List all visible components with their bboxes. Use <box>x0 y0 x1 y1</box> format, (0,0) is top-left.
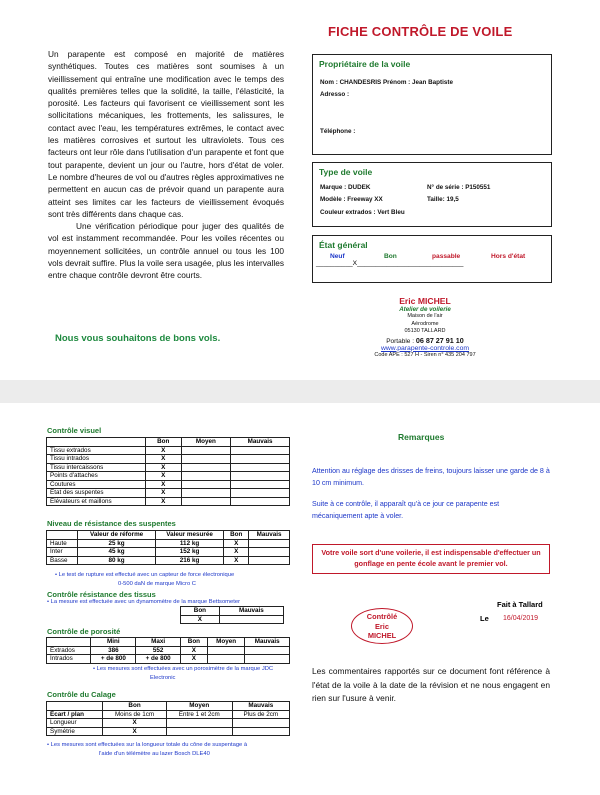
table-cell: 386 <box>91 646 136 655</box>
owner-address: Adresso : <box>320 91 350 98</box>
table-cell: X <box>103 719 167 728</box>
table-header <box>47 438 146 447</box>
table-cell: X <box>146 472 182 481</box>
intro-paragraph-2: Une vérification périodique pour juger des qualités de vol est instamment recommandée. Pour les voiles récentes ou moyennement sollicitées, un contrôle annuel ou tous les 100 vols devrait suffire. Plus la voile sera usagée, plus les intervalles entre chaque contrôle devront être courts. <box>48 221 284 281</box>
table-cell: X <box>146 489 182 498</box>
company-phone <box>370 336 480 345</box>
disclaimer-text: Les commentaires rapportés sur ce document font référence à l'état de la voile à la date de la révision et ne nous engagent en rien sur l'usure à venir. <box>312 666 550 703</box>
table-header: Mauvais <box>249 531 290 540</box>
table-cell <box>231 489 290 498</box>
table-row <box>47 710 290 719</box>
table-cell: Tissu extrados <box>47 446 146 455</box>
table-row <box>47 472 290 481</box>
table-cell: Inter <box>47 548 78 557</box>
company-website-link[interactable]: www.parapente-controle.com <box>380 344 470 352</box>
table-cell <box>166 719 232 728</box>
company-line-1: Maison de l'air <box>407 313 443 319</box>
table-cell: Intrados <box>47 655 91 664</box>
table-cell: Haute <box>47 539 78 548</box>
state-option-bad: Hors d'état <box>491 253 526 260</box>
sail-box <box>312 162 552 227</box>
state-option-fair: passable <box>432 253 461 260</box>
intro-text <box>48 48 284 282</box>
table-header: Moyen <box>166 702 232 711</box>
table-cell <box>181 446 231 455</box>
table-header: Mauvais <box>232 702 289 711</box>
resistance-table <box>46 530 290 565</box>
table-row <box>47 727 290 736</box>
table-cell: Symétrie <box>47 727 103 736</box>
table-cell: 80 kg <box>78 556 155 565</box>
owner-phone: Téléphone : <box>320 128 356 135</box>
table-cell: Etat des suspentes <box>47 489 146 498</box>
table-cell: X <box>181 615 220 624</box>
owner-name: Nom : CHANDESRIS Prénom : Jean Baptiste <box>320 79 453 86</box>
page-title: FICHE CONTRÔLE DE VOILE <box>328 24 513 39</box>
table-cell <box>181 472 231 481</box>
table-cell <box>245 655 290 664</box>
stamp-line-2: Eric <box>375 621 389 631</box>
table-cell: Elévateurs et maillons <box>47 497 146 506</box>
table-cell: X <box>103 727 167 736</box>
table-cell: X <box>180 646 207 655</box>
table-cell: + de 800 <box>91 655 136 664</box>
sail-size: Taille: 19,5 <box>427 196 459 203</box>
table-row <box>47 548 290 557</box>
state-heading: État général <box>319 240 368 250</box>
company-line-2: Aérodrome <box>411 320 439 327</box>
calage-note-2: l'aide d'un télémètre au lazer Bosch DLE40 <box>99 751 210 757</box>
remark-1: Attention au réglage des drisses de freins, toujours laisser une garde de 8 à 10 cm minimum. <box>312 467 550 487</box>
table-cell <box>181 463 231 472</box>
phone-number: 06 87 27 91 10 <box>415 335 464 345</box>
calage-heading: Contrôle du Calage <box>47 690 116 699</box>
table-cell <box>245 646 290 655</box>
company-line-3: 05130 TALLARD <box>404 328 446 334</box>
table-cell: X <box>224 539 249 548</box>
table-cell: X <box>146 446 182 455</box>
table-cell <box>231 480 290 489</box>
fabric-note: • La mesure est effectuée avec un dynamomètre de la marque Bettsometer <box>47 599 241 605</box>
state-box <box>312 235 552 283</box>
table-cell: X <box>146 497 182 506</box>
table-cell <box>231 455 290 464</box>
company-codes: Code APE : 527 H - Siren n° 435 204 797 <box>374 351 476 358</box>
table-cell <box>219 615 283 624</box>
table-header: Bon <box>180 638 207 647</box>
calage-note-1: • Les mesures sont effectuées sur la longueur totale du cône de suspentage à <box>47 742 248 748</box>
table-cell: Coutures <box>47 480 146 489</box>
table-cell: X <box>224 556 249 565</box>
table-cell: 45 kg <box>78 548 155 557</box>
signoff-date: 16/04/2019 <box>503 615 539 622</box>
table-cell <box>181 489 231 498</box>
porosity-table <box>46 637 290 664</box>
table-cell <box>231 463 290 472</box>
phone-label: Portable : <box>386 337 416 345</box>
table-cell: Tissu intrados <box>47 455 146 464</box>
table-header: Mauvais <box>231 438 290 447</box>
page-gap <box>0 380 600 403</box>
table-cell: 552 <box>136 646 181 655</box>
table-cell: Tissu intercaissons <box>47 463 146 472</box>
table-header-row <box>47 702 290 711</box>
table-header: Bon <box>146 438 182 447</box>
table-cell: X <box>180 655 207 664</box>
company-signature <box>370 296 480 359</box>
table-cell: Moins de 1cm <box>103 710 167 719</box>
table-cell: + de 800 <box>136 655 181 664</box>
company-name: Eric MICHEL <box>399 296 451 306</box>
table-header: Bon <box>181 607 220 616</box>
table-row <box>47 489 290 498</box>
table-cell <box>207 655 245 664</box>
signoff-place: Fait à Tallard <box>497 600 543 609</box>
table-row <box>47 655 290 664</box>
owner-heading: Propriétaire de la voile <box>319 59 411 69</box>
table-header: Valeur de réforme <box>78 531 155 540</box>
table-row <box>47 480 290 489</box>
table-header-row <box>47 638 290 647</box>
resistance-note-2: 0-500 daN de marque Micro C <box>118 581 196 587</box>
table-cell: Basse <box>47 556 78 565</box>
table-header: Mauvais <box>245 638 290 647</box>
visual-heading: Contrôle visuel <box>47 426 102 435</box>
table-header: Bon <box>103 702 167 711</box>
table-cell <box>207 646 245 655</box>
table-header: Maxi <box>136 638 181 647</box>
table-header: Mini <box>91 638 136 647</box>
table-cell <box>231 446 290 455</box>
control-stamp <box>351 608 413 644</box>
table-cell: 112 kg <box>155 539 224 548</box>
warning-box: Votre voile sort d'une voilerie, il est indispensable d'effectuer un gonflage en pente école avant le premier vol. <box>312 544 550 574</box>
fabric-heading: Contrôle résistance des tissus <box>47 590 156 599</box>
table-row <box>47 497 290 506</box>
resistance-note-1: • Le test de rupture est effectué avec un capteur de force électronique <box>55 572 235 578</box>
table-header <box>47 531 78 540</box>
table-header: Mauvais <box>219 607 283 616</box>
table-header <box>47 638 91 647</box>
table-cell: Écart / plan <box>47 710 103 719</box>
table-cell <box>232 719 289 728</box>
table-cell <box>231 472 290 481</box>
table-cell <box>249 556 290 565</box>
table-cell <box>249 548 290 557</box>
table-cell <box>181 455 231 464</box>
intro-paragraph-1: Un parapente est composé en majorité de matières synthétiques. Toutes ces matières sont soumises à un vieillissement qui entraîne une modification avec le temps des qualités premières telles que la solidité, la taille, l'élasticité, la porosité. Les facteurs qui favorisent ce vieillissement sont les sollicitations mécaniques, les frottements, les salissures, le contact avec l'eau, les températures extrêmes, le contact avec les matières corrosives et surtout les ultraviolets. Tous ces facteurs ont leur rôle dans l'utilisation d'un parapente et font que tout parapente, devient un jour ou l'autre, hors d'état de voler. Le nombre d'heures de vol ou d'autres règles approximatives ne permettent en aucun cas de prévoir quand un parapente aura atteint ses limites car les facteurs de vieillissement évoqués sont très différents dans chaque cas. <box>48 49 284 219</box>
table-row <box>47 539 290 548</box>
stamp-line-1: Contrôlé <box>366 612 398 621</box>
table-header: Bon <box>224 531 249 540</box>
table-cell: X <box>146 455 182 464</box>
table-cell: Longueur <box>47 719 103 728</box>
table-row <box>47 463 290 472</box>
table-row <box>47 719 290 728</box>
remarks-heading: Remarques <box>398 432 445 442</box>
table-cell: 216 kg <box>155 556 224 565</box>
table-cell: X <box>146 480 182 489</box>
table-header-row <box>181 607 284 616</box>
state-mark: __________X_____________________________ <box>316 260 464 267</box>
remark-2: Suite à ce contrôle, il apparaît qu'à ce jour ce parapente est mécaniquement apte à voler. <box>312 500 500 520</box>
table-row <box>181 615 284 624</box>
porosity-note-1: • Les mesures sont effectuées avec un porosimètre de la marque JDC <box>93 666 274 672</box>
table-header <box>47 702 103 711</box>
table-cell <box>231 497 290 506</box>
table-row <box>47 556 290 565</box>
table-cell <box>181 497 231 506</box>
sail-serial: N° de série : P150551 <box>427 184 491 191</box>
table-cell <box>166 727 232 736</box>
table-row <box>47 455 290 464</box>
table-header-row <box>47 531 290 540</box>
table-cell: Plus de 2cm <box>232 710 289 719</box>
fabric-table <box>180 606 284 624</box>
resistance-heading: Niveau de résistance des suspentes <box>47 519 176 528</box>
state-option-new: Neuf <box>330 253 345 260</box>
table-cell <box>249 539 290 548</box>
sail-color: Couleur extrados : Vert Bleu <box>320 209 405 216</box>
owner-box <box>312 54 552 155</box>
porosity-heading: Contrôle de porosité <box>47 627 121 636</box>
sail-brand: Marque : DUDEK <box>320 184 371 191</box>
signoff-date-label: Le <box>480 614 489 623</box>
visual-table <box>46 437 290 506</box>
wish-text: Nous vous souhaitons de bons vols. <box>55 333 221 344</box>
sail-model: Modèle : Freeway XX <box>320 196 383 203</box>
table-row <box>47 446 290 455</box>
calage-table <box>46 701 290 736</box>
company-subtitle: Atelier de voilerie <box>399 306 451 313</box>
table-cell: Points d'attaches <box>47 472 146 481</box>
table-cell <box>232 727 289 736</box>
table-header: Valeur mesurée <box>155 531 224 540</box>
table-cell: Entre 1 et 2cm <box>166 710 232 719</box>
table-cell <box>181 480 231 489</box>
table-row <box>47 646 290 655</box>
table-cell: 25 kg <box>78 539 155 548</box>
table-cell: X <box>146 463 182 472</box>
table-header: Moyen <box>207 638 245 647</box>
table-header-row <box>47 438 290 447</box>
porosity-note-2: Electronic <box>150 675 176 681</box>
sail-heading: Type de voile <box>319 167 373 177</box>
state-option-good: Bon <box>384 253 397 260</box>
stamp-line-3: MICHEL <box>367 631 397 640</box>
table-cell: 152 kg <box>155 548 224 557</box>
table-header: Moyen <box>181 438 231 447</box>
table-cell: X <box>224 548 249 557</box>
table-cell: Extrados <box>47 646 91 655</box>
